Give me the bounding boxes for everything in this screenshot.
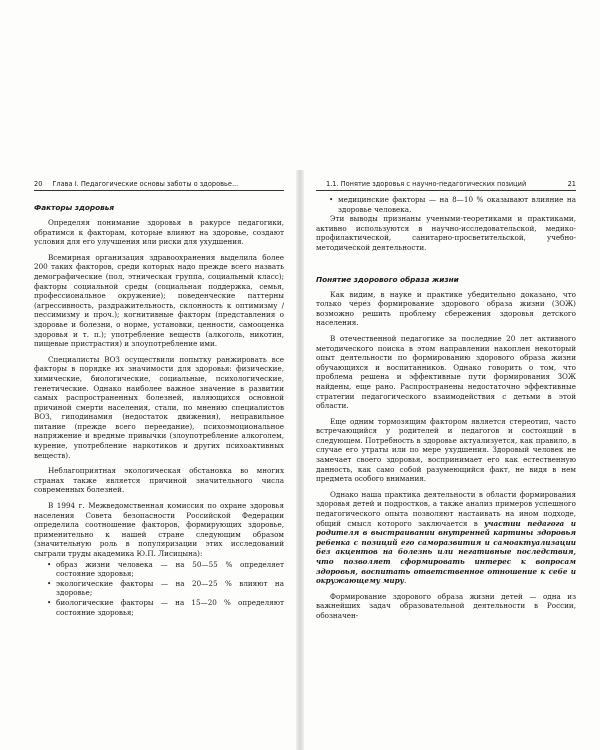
right-paragraph-5: Формирование здорового образа жизни детей — одна из важнейших задач образовательной деятельности в России, обозначен- xyxy=(316,591,576,620)
book-gutter xyxy=(296,170,304,750)
left-running-head-title: Глава I. Педагогические основы заботы о здоровье... xyxy=(52,180,239,188)
right-paragraph-4 xyxy=(316,490,576,586)
right-paragraph-1: Как видим, в науке и практике убедительно доказано, что только через формирование здорового образа жизни (ЗОЖ) возможно решить проблему сбережения здоровья детского населения. xyxy=(316,289,576,328)
right-paragraph-2: В отечественной педагогике за последние 20 лет активного методического поиска в этом направлении накоплен некоторый опыт деятельности по формированию здорового образа жизни обучающихся и воспитанников. Однако говорить о том, что проблема решена и эффективные пути формирования ЗОЖ найдены, еще рано. Распространены недостаточно эффективные стратегии педагогического взаимодействия с детьми в этой области. xyxy=(316,333,576,411)
list-item: • образ жизни человека — на 50—55 % определяет состояние здоровья; xyxy=(56,560,284,579)
left-paragraph-4: Неблагоприятная экологическая обстановка во многих странах также является причиной значительного числа современных болезней. xyxy=(34,466,284,495)
left-page xyxy=(34,180,284,617)
list-item: • экологические факторы — на 20—25 % влияют на здоровье; xyxy=(56,579,284,598)
list-item: • медицинские факторы — на 8—10 % оказывают влияние на здоровье человека. xyxy=(338,195,576,214)
paragraph-text-end: . xyxy=(403,576,407,586)
left-page-number: 20 xyxy=(34,180,43,188)
left-running-head xyxy=(34,180,284,191)
left-paragraph-3: Специалисты ВОЗ осуществили попытку ранжировать все факторы в порядке их значимости для здоровья: физические, химические, биологические, социальные, психологические, генетические. Однако наиболее важное значение в развитии самых распространенных болезней, являющихся основной причиной смерти населения, стали, по мнению специалистов ВОЗ, гиподинамия (недостаток движения), неправильное питание (прежде всего переедание), психоэмоциональное напряжение и вредные привычки (злоупотребление алкоголем, курение, употребление наркотиков и других психоактивных веществ). xyxy=(34,354,284,460)
right-page xyxy=(316,180,576,621)
left-paragraph-2: Всемирная организация здравоохранения выделила более 200 таких факторов, среди которых надо прежде всего назвать демографические (пол, этническая группа, социальный класс); факторы социальной среды (социальная поддержка, семья, профессиональное окружение); поведенческие паттерны (агрессивность, раздражительность, склонность к оптимизму / пессимизму и проч.); когнитивные факторы (представления о здоровье и болезни, о норме, установки, ценности, самооценка здоровья и т. п.); употребление веществ (алкоголь, никотин, пищевые пристрастия) и злоупотребление ими. xyxy=(34,252,284,349)
right-factor-list xyxy=(316,195,576,214)
left-factor-list xyxy=(34,560,284,618)
right-paragraph-3: Еще одним тормозящим фактором является стереотип, часто встречающийся у родителей и педагогов и состоящий в следующем. Потребность в здоровье актуализуется, как правило, в случае его утраты или по мере ухудшения. Здоровый человек не замечает своего здоровья, воспринимает его как естественную данность, как само собой разумеющийся факт, не видя в нем предмета особого внимания. xyxy=(316,416,576,484)
left-paragraph-5: В 1994 г. Межведомственная комиссия по охране здоровья населения Совета безопасности Российской Федерации определила соотношение факторов, формирующих здоровье, применительно к нашей стране следующим образом (значительную роль в популяризации этих исследований сыграли труды академика Ю.П. Лисицына): xyxy=(34,501,284,558)
right-running-head-title: 1.1. Понятие здоровья с научно-педагогических позиций xyxy=(326,180,527,188)
heading-healthy-lifestyle: Понятие здорового образа жизни xyxy=(316,274,459,284)
emphasized-text: участии педагога и родителя в выстраивании внутренней картины здоровья ребенка с позиций его саморазвития и самоактуализации без акцентов на болезнь или негативные последствия, что позволяет сформировать интерес к вопросам здоровья, воспитать ответственное отношение к себе и окружающему миру xyxy=(316,518,576,586)
right-page-number: 21 xyxy=(567,180,576,188)
paragraph-text: Однако наша практика деятельности в области формирования здоровья детей и подростков, а также анализ примеров успешного педагогического опыта позволяют настаивать на ином подходе, общий смысл которого заключается в xyxy=(316,489,576,528)
list-item: • биологические факторы — на 15—20 % определяют состояние здоровья; xyxy=(56,598,284,617)
right-intro-paragraph: Эти выводы признаны учеными-теоретиками и практиками, активно используются в научно-исследовательской, медико-профилактической, санитарно-просветительской, учебно-методической деятельности. xyxy=(316,214,576,252)
right-running-head xyxy=(316,180,576,191)
heading-health-factors: Факторы здоровья xyxy=(34,203,115,212)
left-paragraph-1: Определяя понимание здоровья в ракурсе педагогики, обратимся к факторам, которые влияют на здоровье, создают условия для его улучшения или риски для ухудшения. xyxy=(34,218,284,247)
